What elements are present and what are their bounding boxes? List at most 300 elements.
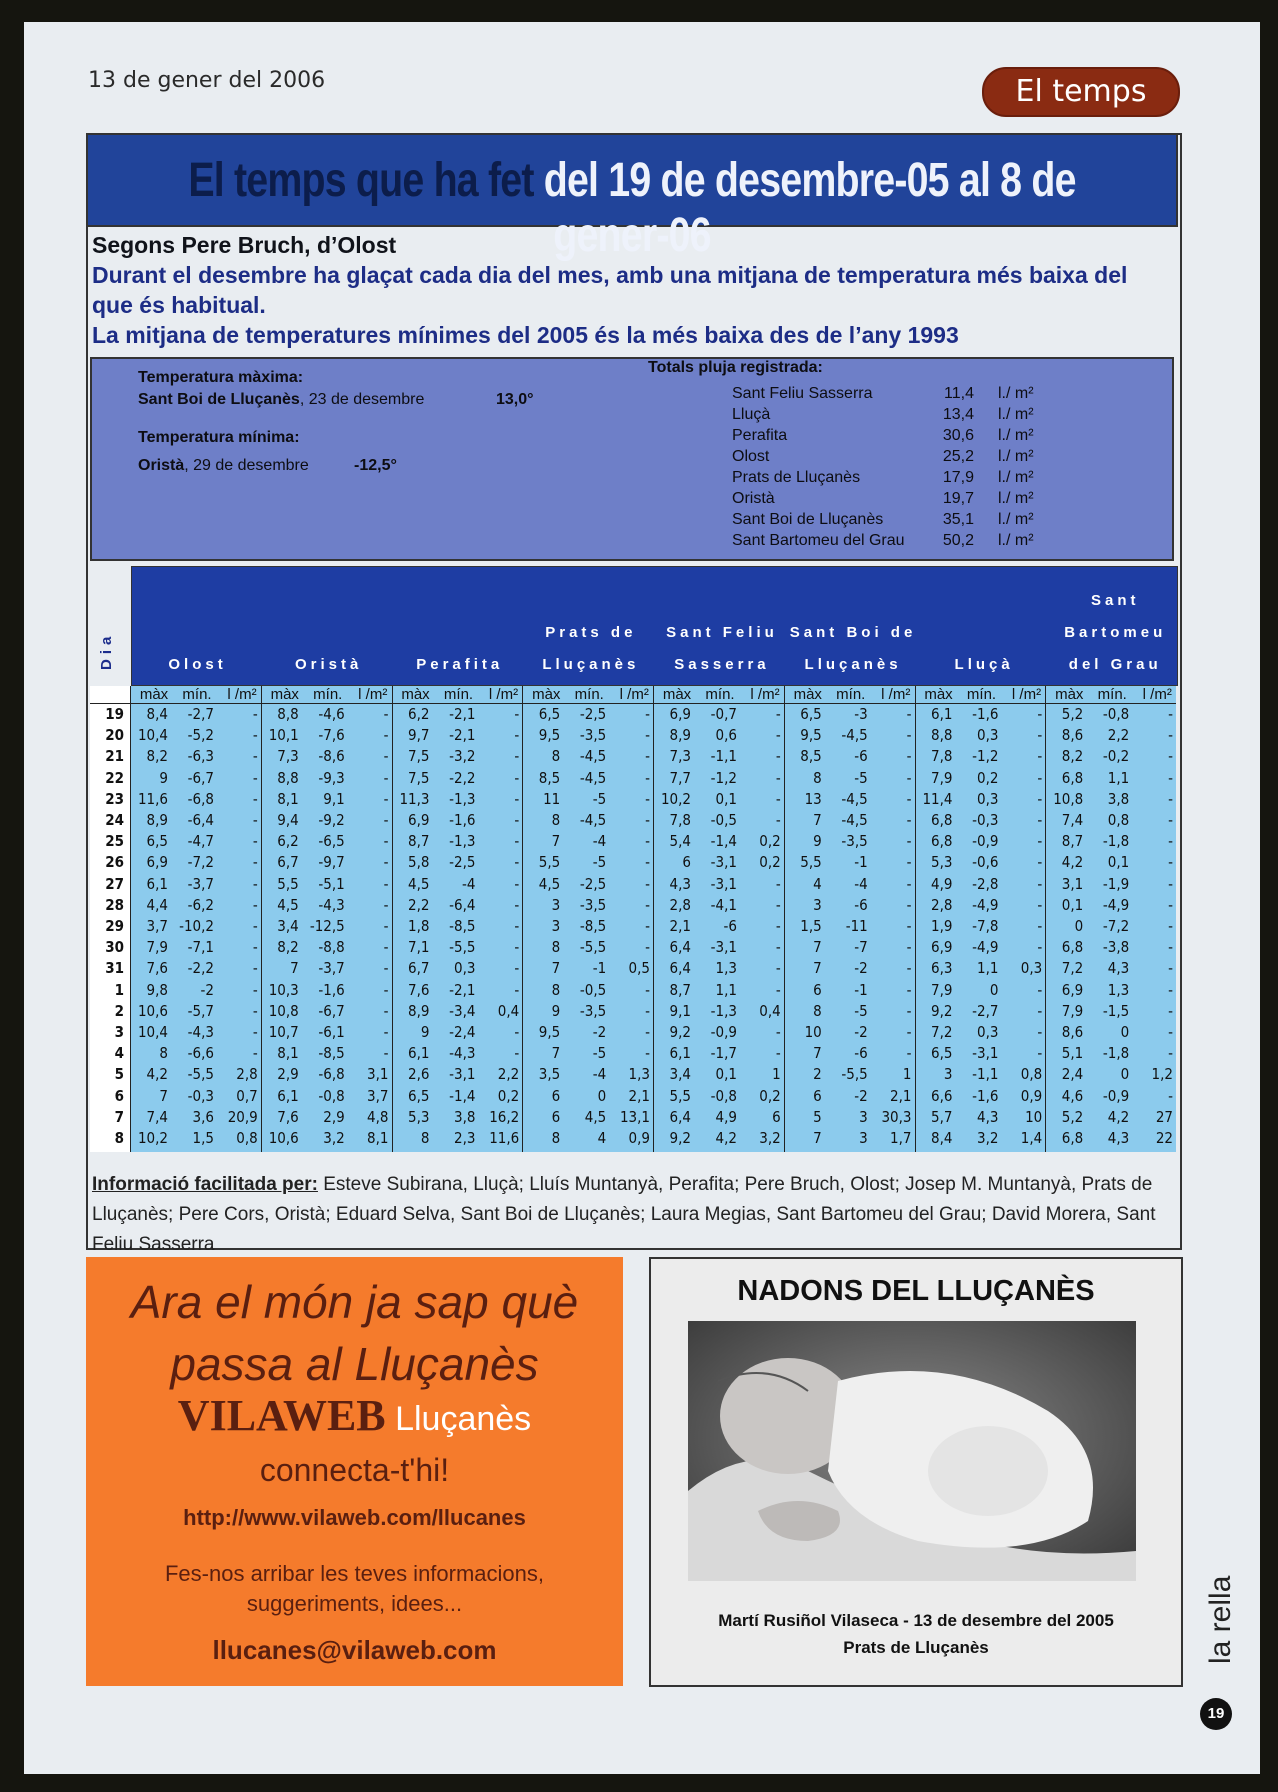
table-cell: 6,9: [931, 938, 953, 957]
table-cell: 0,2: [759, 832, 781, 851]
table-cell: 4,5: [408, 874, 430, 893]
table-cell: -: [906, 959, 912, 978]
column-subheader: mín.: [313, 686, 343, 703]
table-cell: 7,4: [1061, 811, 1084, 829]
ad-cta: connecta-t'hi!: [259, 1452, 450, 1488]
table-cell: -: [775, 811, 781, 829]
table-cell: 2,6: [408, 1065, 430, 1084]
table-cell: -3,5: [841, 832, 868, 851]
table-cell: 2,2: [408, 895, 430, 914]
info-label: Informació facilitada per:: [92, 1174, 318, 1195]
table-cell: 9,7: [408, 726, 430, 745]
table-cell: -2,5: [449, 853, 476, 872]
rain-row: [732, 406, 1092, 427]
table-cell: -0,8: [318, 1086, 345, 1105]
table-cell: -2,8: [972, 874, 999, 893]
table-cell: -4,1: [710, 895, 737, 914]
table-cell: 0,3: [977, 726, 999, 745]
table-cell: 5,2: [1061, 705, 1084, 723]
table-cell: 0,3: [1020, 959, 1043, 978]
subheader-divider: [90, 703, 1176, 704]
table-cell: -: [1037, 768, 1043, 787]
day-label: 24: [105, 811, 124, 829]
table-cell: 3,2: [323, 1129, 345, 1147]
table-cell: 2,8: [669, 895, 691, 914]
table-cell: -5: [854, 1001, 868, 1020]
table-cell: -: [775, 874, 781, 893]
table-cell: -0,7: [710, 705, 737, 723]
table-cell: 10,2: [137, 1129, 168, 1147]
ad-line1: Ara el món ja sap què: [130, 1276, 579, 1328]
table-cell: -5,5: [449, 938, 476, 957]
table-cell: 0,2: [497, 1086, 520, 1105]
table-cell: -: [906, 1023, 912, 1041]
intro-source: Segons Pere Bruch, d’Olost: [92, 232, 397, 258]
table-cell: -: [645, 853, 650, 872]
table-cell: 9,5: [800, 726, 822, 745]
rain-place: Perafita: [732, 427, 788, 444]
table-cell: 0,5: [628, 959, 650, 978]
table-cell: 7,2: [931, 1023, 953, 1041]
table-cell: 7: [813, 1044, 822, 1063]
table-cell: 6,4: [669, 1107, 691, 1126]
table-cell: 10,8: [1053, 789, 1084, 808]
table-cell: 5,2: [1061, 1107, 1084, 1126]
magazine-name: la rella: [1204, 1575, 1237, 1664]
table-cell: -: [514, 980, 520, 999]
table-cell: 6,3: [931, 959, 953, 978]
day-label: 3: [114, 1023, 124, 1041]
table-cell: 10: [804, 1023, 822, 1041]
table-cell: -: [775, 959, 781, 978]
table-cell: -: [514, 1044, 520, 1063]
table-cell: -: [645, 1001, 650, 1020]
table-cell: -: [383, 895, 389, 914]
table-cell: -1,5: [1102, 1001, 1130, 1020]
table-cell: -: [645, 874, 650, 893]
table-cell: -4,5: [841, 789, 868, 808]
rain-value: 11,4: [944, 385, 974, 402]
table-cell: 7,9: [931, 768, 953, 787]
table-cell: -5: [592, 1044, 607, 1063]
table-cell: 8,1: [277, 789, 299, 808]
info-credits: [92, 1170, 1177, 1260]
table-cell: -7,8: [972, 917, 999, 935]
table-cell: -: [252, 959, 258, 978]
ad-body: [86, 1559, 623, 1619]
table-cell: 27: [1155, 1107, 1173, 1126]
table-cell: -: [906, 747, 912, 766]
table-cell: -2: [592, 1023, 607, 1041]
table-cell: -: [1168, 874, 1173, 893]
table-cell: 0: [989, 980, 999, 999]
vilaweb-ad: [86, 1257, 623, 1686]
table-cell: 0,7: [236, 1086, 258, 1105]
table-cell: -: [383, 853, 389, 872]
station-name-line: Oristà: [294, 656, 363, 673]
table-cell: -: [383, 959, 389, 978]
table-cell: 7,7: [669, 768, 691, 787]
table-cell: 6,7: [277, 853, 299, 872]
table-cell: 0: [597, 1086, 607, 1105]
table-cell: 8,4: [931, 1129, 953, 1147]
column-subheader: mín.: [966, 686, 997, 703]
weather-table: [90, 686, 1176, 1152]
table-cell: 3: [813, 895, 822, 914]
table-cell: -4,9: [972, 938, 999, 957]
table-cell: -: [514, 959, 520, 978]
table-cell: 8,7: [669, 980, 691, 999]
table-cell: -2,5: [579, 705, 607, 723]
table-cell: -4,5: [579, 747, 607, 766]
rain-unit: l./ m²: [998, 532, 1034, 549]
table-cell: 0: [1120, 1023, 1130, 1041]
table-cell: 6,1: [146, 874, 168, 893]
column-subheader: l /m²: [881, 686, 911, 703]
table-cell: 6,1: [669, 1044, 691, 1063]
station-name-line: Sant Feliu: [666, 624, 778, 641]
table-cell: 16,2: [489, 1107, 520, 1126]
table-cell: -: [1168, 726, 1173, 745]
column-subheader: màx: [1055, 686, 1084, 703]
table-cell: -2: [200, 980, 214, 999]
table-cell: -6,3: [187, 747, 214, 766]
table-cell: 6,9: [1061, 980, 1084, 999]
table-cell: 7,8: [669, 811, 691, 829]
table-cell: -3: [854, 705, 868, 723]
table-cell: -: [1168, 768, 1173, 787]
ad-email[interactable]: llucanes@vilaweb.com: [212, 1635, 497, 1665]
table-cell: -: [514, 789, 520, 808]
table-cell: 7,5: [408, 747, 430, 766]
table-cell: 7,9: [146, 938, 168, 957]
table-cell: 6,5: [408, 1086, 430, 1105]
table-cell: -8,6: [318, 747, 345, 766]
table-cell: 8,8: [931, 726, 953, 745]
column-subheader: mín.: [574, 686, 604, 703]
max-temp-date: , 23 de desembre: [299, 391, 425, 408]
table-cell: -: [906, 874, 912, 893]
dia-label-text: Dia: [98, 631, 115, 670]
table-cell: 8: [551, 747, 561, 766]
table-cell: 4,2: [146, 1065, 168, 1084]
ad-headline: [86, 1271, 623, 1395]
table-cell: -5,2: [187, 726, 214, 745]
table-cell: 10,6: [268, 1129, 299, 1147]
table-cell: -5: [854, 768, 868, 787]
day-label: 27: [105, 874, 124, 893]
table-cell: 7: [813, 959, 822, 978]
day-label: 25: [105, 832, 124, 851]
table-cell: -2,1: [449, 726, 476, 745]
table-cell: -: [1168, 1001, 1173, 1020]
table-cell: -: [514, 938, 520, 957]
table-cell: -6: [854, 747, 868, 766]
table-cell: -: [775, 895, 781, 914]
table-cell: -: [906, 1001, 912, 1020]
rain-place: Olost: [732, 448, 770, 465]
ad-url[interactable]: http://www.vilaweb.com/llucanes: [183, 1505, 526, 1530]
table-cell: -: [252, 1044, 258, 1063]
rain-unit: l./ m²: [998, 511, 1034, 528]
table-cell: -1,6: [972, 705, 999, 723]
station-name-line: Lluçà: [954, 656, 1014, 673]
table-cell: -0,3: [187, 1086, 214, 1105]
table-cell: -4,5: [579, 811, 607, 829]
min-temp-label: Temperatura mínima:: [138, 429, 300, 446]
table-cell: 1: [902, 1065, 912, 1084]
table-cell: 3,4: [277, 917, 299, 935]
table-cell: -: [775, 747, 781, 766]
nadons-title: NADONS DEL LLUÇANÈS: [737, 1275, 1095, 1307]
table-cell: -: [775, 980, 781, 999]
table-cell: 5,1: [1061, 1044, 1084, 1063]
table-cell: 9,8: [146, 980, 168, 999]
table-cell: 4,5: [584, 1107, 607, 1126]
table-cell: -2,7: [972, 1001, 999, 1020]
table-cell: 8: [813, 768, 822, 787]
table-cell: -: [252, 726, 258, 745]
table-cell: -4,5: [579, 768, 607, 787]
table-cell: -2: [854, 959, 868, 978]
table-cell: -: [514, 917, 520, 935]
table-cell: -1,3: [449, 832, 476, 851]
table-cell: -2,1: [449, 980, 476, 999]
table-cell: -: [1037, 1001, 1043, 1020]
table-cell: 9,5: [538, 1023, 561, 1041]
table-cell: 6: [682, 853, 691, 872]
table-cell: 0,6: [715, 726, 737, 745]
table-cell: -: [1168, 1044, 1173, 1063]
column-subheader: l /m²: [619, 686, 649, 703]
table-cell: 4,5: [538, 874, 561, 893]
day-label: 5: [114, 1065, 124, 1084]
table-cell: 0,8: [1107, 811, 1130, 829]
table-cell: -3,7: [318, 959, 345, 978]
issue-date: 13 de gener del 2006: [88, 68, 326, 93]
table-cell: -: [775, 789, 781, 808]
table-cell: 8: [159, 1044, 168, 1063]
table-cell: -: [1037, 980, 1043, 999]
column-subheader: màx: [401, 686, 430, 703]
table-cell: -: [1168, 853, 1173, 872]
table-cell: 9: [420, 1023, 430, 1041]
table-cell: 5,5: [800, 853, 822, 872]
table-cell: -4,6: [318, 705, 345, 723]
table-cell: 0,8: [1020, 1065, 1043, 1084]
table-cell: -1: [854, 853, 868, 872]
table-cell: -3,7: [187, 874, 214, 893]
table-cell: 3: [551, 895, 561, 914]
day-label: 29: [105, 917, 124, 935]
table-cell: -: [383, 705, 389, 723]
table-cell: -: [252, 789, 258, 808]
table-cell: 0,1: [1061, 895, 1084, 914]
table-cell: -: [906, 705, 912, 723]
table-cell: -: [514, 853, 520, 872]
table-cell: -1,8: [1102, 832, 1130, 851]
table-cell: 1,2: [1151, 1065, 1173, 1084]
table-cell: 4,5: [277, 895, 299, 914]
table-cell: 8,1: [277, 1044, 299, 1063]
table-cell: -3,8: [1102, 938, 1130, 957]
column-subheader: l /m²: [227, 686, 257, 703]
table-cell: 4,3: [1107, 1129, 1130, 1147]
day-label: 28: [105, 895, 124, 914]
table-cell: -: [775, 938, 781, 957]
table-cell: -8,5: [579, 917, 607, 935]
table-cell: 2,2: [497, 1065, 520, 1084]
table-cell: 7: [159, 1086, 168, 1105]
table-cell: 8,8: [277, 768, 299, 787]
table-cell: 5,5: [669, 1086, 691, 1105]
table-cell: 6,4: [669, 959, 691, 978]
table-cell: 7: [813, 938, 822, 957]
table-cell: 3,2: [977, 1129, 999, 1147]
table-cell: -: [383, 768, 389, 787]
rain-place: Sant Bartomeu del Grau: [732, 532, 905, 549]
table-cell: 0,2: [977, 768, 999, 787]
column-subheader: mín.: [182, 686, 212, 703]
table-cell: 9,4: [277, 811, 299, 829]
table-cell: -: [645, 768, 650, 787]
nadons-caption2: Prats de Lluçanès: [843, 1638, 989, 1657]
table-cell: 8,1: [367, 1129, 389, 1147]
table-cell: 9: [813, 832, 822, 851]
table-cell: -6: [854, 895, 868, 914]
table-cell: 7,3: [277, 747, 299, 766]
table-cell: 2,1: [890, 1086, 912, 1105]
table-cell: 13: [804, 789, 822, 808]
intro-text: [92, 230, 1172, 350]
table-cell: -: [906, 811, 912, 829]
rain-unit: l./ m²: [998, 385, 1034, 402]
table-cell: -1,6: [972, 1086, 999, 1105]
rain-row: [732, 448, 1092, 469]
magazine-footer: [1196, 1575, 1256, 1722]
table-cell: -: [252, 832, 258, 851]
table-cell: 3,6: [192, 1107, 214, 1126]
table-cell: -3,1: [972, 1044, 999, 1063]
table-cell: 6,1: [408, 1044, 430, 1063]
table-cell: -: [645, 789, 650, 808]
table-cell: -: [252, 938, 258, 957]
min-temp-value: -12,5°: [354, 457, 397, 474]
table-cell: 1,1: [1107, 768, 1130, 787]
table-cell: -: [1037, 853, 1043, 872]
table-cell: 7,6: [277, 1107, 299, 1126]
table-cell: -6,2: [187, 895, 214, 914]
table-cell: 8,2: [146, 747, 168, 766]
table-cell: -: [645, 726, 650, 745]
table-cell: -: [1037, 789, 1043, 808]
table-cell: -4: [462, 874, 476, 893]
table-cell: 6,8: [931, 811, 953, 829]
table-cell: -: [1037, 747, 1043, 766]
max-temp-label: Temperatura màxima:: [138, 369, 304, 386]
table-cell: 3: [859, 1107, 868, 1126]
table-cell: -1,3: [449, 789, 476, 808]
min-temp-info: [138, 457, 309, 475]
table-cell: -: [252, 853, 258, 872]
day-label: 31: [105, 959, 124, 978]
table-cell: -: [1168, 747, 1173, 766]
day-label: 4: [114, 1044, 124, 1063]
table-cell: -6,7: [318, 1001, 345, 1020]
table-cell: 0,8: [236, 1129, 258, 1147]
table-cell: 6: [551, 1086, 561, 1105]
column-subheader: màx: [532, 686, 561, 703]
table-cell: -: [1168, 705, 1173, 723]
table-cell: 5,7: [931, 1107, 953, 1126]
table-cell: 0,1: [715, 1065, 737, 1084]
table-cell: -: [1168, 895, 1173, 914]
table-cell: 3,2: [759, 1129, 781, 1147]
table-cell: -: [906, 768, 912, 787]
table-cell: -2,4: [449, 1023, 476, 1041]
column-subheader: l /m²: [358, 686, 388, 703]
table-cell: 3,4: [669, 1065, 691, 1084]
table-cell: 8: [420, 1129, 430, 1147]
table-cell: -4,5: [841, 726, 868, 745]
table-cell: 2,3: [454, 1129, 476, 1147]
table-cell: -: [1037, 705, 1043, 723]
table-cell: 8,8: [277, 705, 299, 723]
station-name-line: Olost: [168, 656, 227, 673]
table-cell: 7,2: [1061, 959, 1084, 978]
rain-row: [732, 427, 1092, 448]
table-cell: 11,6: [489, 1129, 520, 1147]
table-cell: -2,1: [449, 705, 476, 723]
column-subheader: màx: [270, 686, 299, 703]
min-temp-place: Oristà: [138, 457, 185, 474]
nadons-caption: [651, 1607, 1181, 1661]
table-cell: 11: [543, 789, 561, 808]
table-cell: 8,2: [1061, 747, 1084, 766]
table-cell: -7,2: [1102, 917, 1130, 935]
table-cell: 5,3: [931, 853, 953, 872]
table-cell: -5: [592, 853, 607, 872]
table-cell: 11,3: [399, 789, 430, 808]
max-temp-info: [138, 391, 424, 409]
ad-brand-sub: Lluçanès: [385, 1400, 532, 1438]
day-label: 19: [105, 705, 124, 723]
table-cell: 8,5: [800, 747, 822, 766]
table-cell: -: [1037, 1044, 1043, 1063]
table-cell: 0,1: [715, 789, 737, 808]
table-cell: -: [514, 747, 520, 766]
table-cell: -: [252, 917, 258, 935]
table-cell: 0,3: [977, 1023, 999, 1041]
station-name-line: Lluçanès: [542, 656, 640, 673]
table-cell: -: [252, 811, 258, 829]
table-cell: -4: [592, 1065, 607, 1084]
column-subheader: l /m²: [750, 686, 780, 703]
table-cell: 1,3: [628, 1065, 650, 1084]
table-cell: -1,9: [1102, 874, 1130, 893]
table-cell: 6,5: [800, 705, 822, 723]
rain-row: [732, 490, 1092, 511]
table-cell: -: [383, 747, 389, 766]
table-cell: -2: [854, 1086, 868, 1105]
table-cell: -: [645, 895, 650, 914]
table-cell: -: [1037, 874, 1043, 893]
table-cell: -: [252, 768, 258, 787]
station-header: [394, 649, 525, 681]
rain-value: 19,7: [942, 490, 974, 507]
table-cell: 0,9: [628, 1129, 650, 1147]
table-cell: -: [252, 895, 258, 914]
